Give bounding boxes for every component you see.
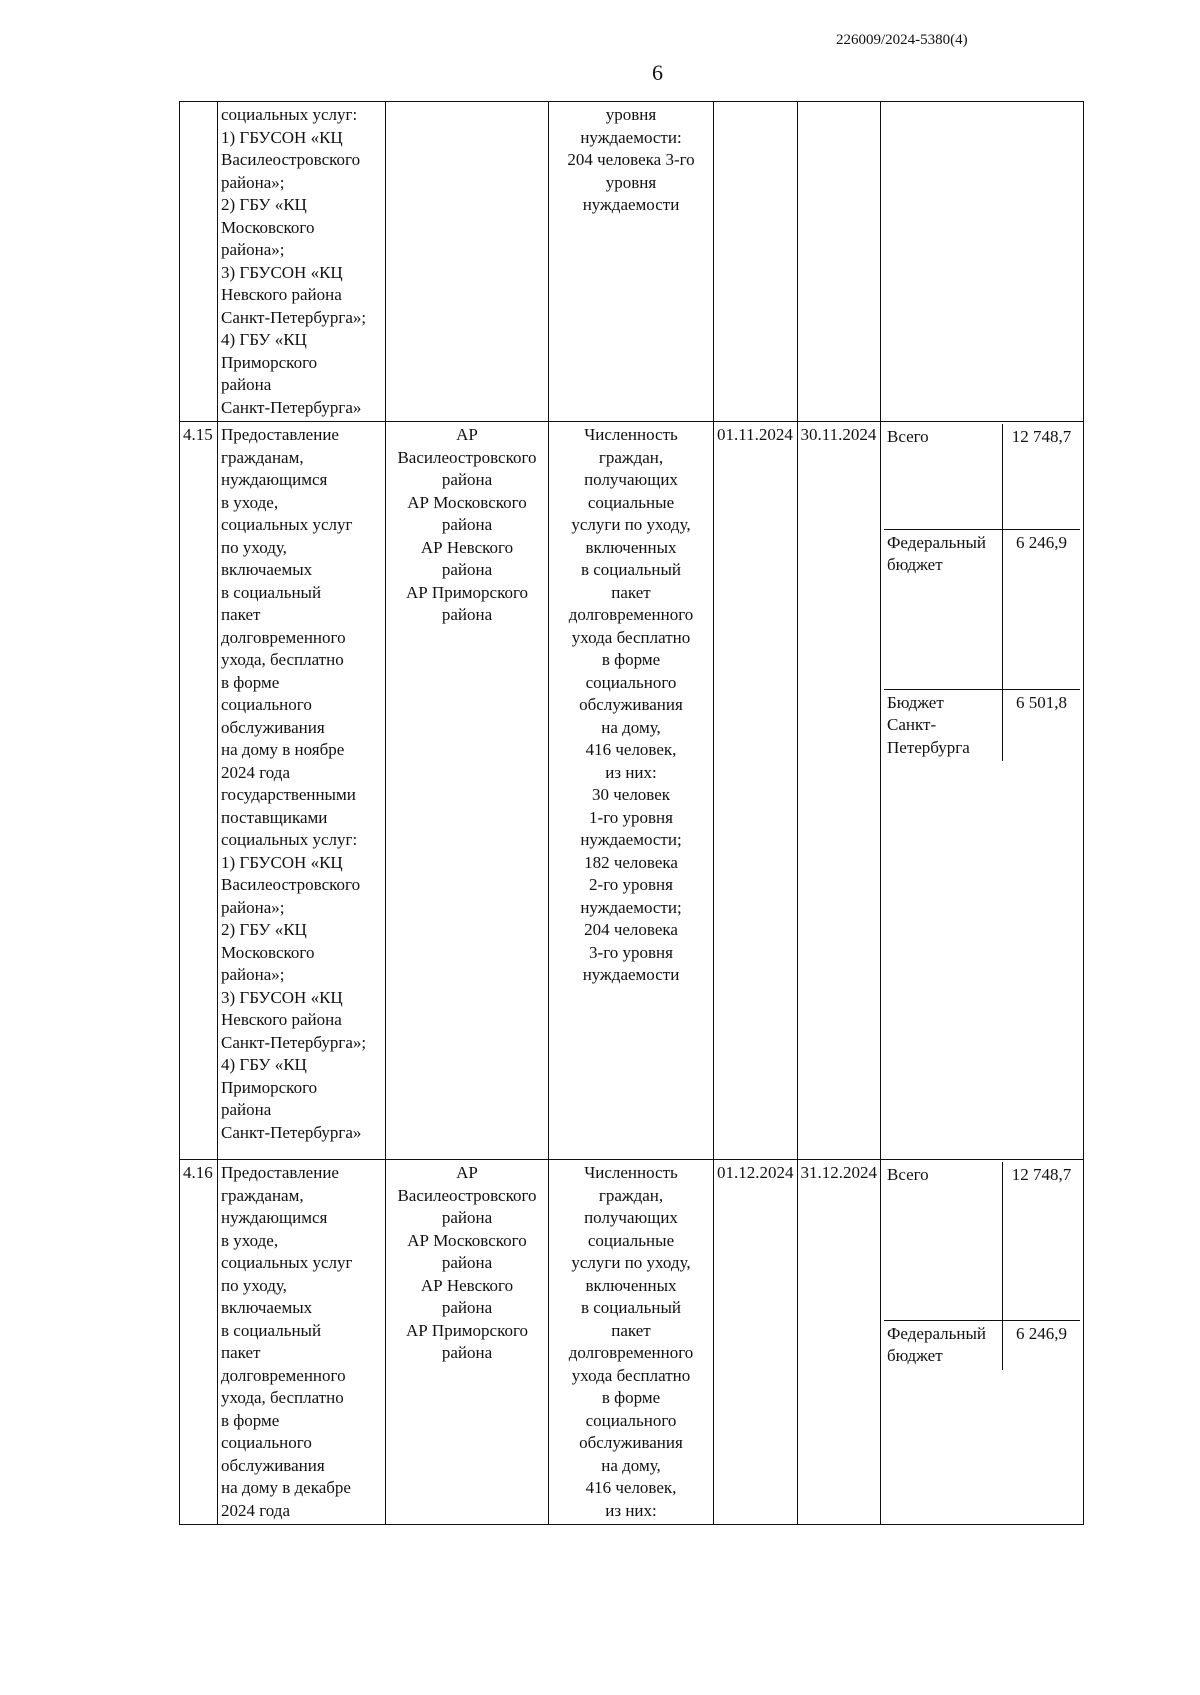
text-line: нуждаемости; [580,830,682,849]
text-line: социального [221,695,312,714]
text-line: услуги по уходу, [571,515,691,534]
text-line: 1-го уровня [589,807,673,827]
text-line: Приморского [221,1077,318,1097]
text-line: АР Невского [420,537,514,557]
text-line: бюджет [887,555,943,574]
text-line: 204 человека 3-го [567,150,695,169]
text-line: района»; [221,240,285,259]
row-number: 4.15 [180,422,218,1160]
text-line: в социальный [580,560,682,579]
text-line: нуждаемости: [580,127,682,147]
text-line: включаемых [221,1298,313,1317]
indicator [549,1160,714,1525]
finance-table [884,1162,1080,1370]
text-line: социальных услуг [221,515,353,534]
text-line: долговременного [221,1365,346,1385]
start-date: 01.12.2024 [714,1160,798,1525]
text-line: в форме [221,672,280,692]
row-number: 4.16 [180,1160,218,1525]
end-date: 30.11.2024 [797,422,881,1160]
text-line: Федеральный [887,532,986,552]
text-line: получающих [584,1208,678,1227]
text-line: в социальный [221,1320,322,1340]
finance-source [884,689,1003,761]
text-line: Численность [584,425,678,444]
text-line: ухода, бесплатно [221,1388,344,1407]
text-line: пакет [221,605,261,624]
text-line: получающих [584,470,678,489]
text-line: Предоставление [221,1163,339,1182]
text-line: на дому в ноябре [221,740,345,759]
text-line: Василеостровского [397,447,537,467]
text-line: 2) ГБУ «КЦ [221,195,307,214]
text-line: Предоставление [221,425,339,444]
finance-amount: 6 246,9 [1003,1320,1081,1370]
text-line: Невского района [221,285,342,304]
indicator [549,102,714,422]
end-date: 31.12.2024 [797,1160,881,1525]
text-line: 3) ГБУСОН «КЦ [221,262,343,282]
text-line: долговременного [568,605,694,624]
text-line: 3-го уровня [589,942,673,962]
page-number: 6 [652,60,663,85]
executor [386,102,549,422]
text-line: 3) ГБУСОН «КЦ [221,987,343,1007]
text-line: Федеральный [887,1323,986,1343]
text-line: ухода бесплатно [571,1365,691,1385]
end-date [797,102,881,422]
text-line: включенных [585,1275,677,1295]
text-line: нуждаемости [582,195,680,214]
text-line: из них: [605,1500,657,1520]
finance-source [884,424,1003,529]
text-line: 182 человека [584,852,678,872]
finance-cell [881,422,1084,1160]
text-line: в форме [221,1410,280,1430]
text-line: гражданам, [221,447,304,467]
text-line: нуждающимся [221,470,328,489]
text-line: социального [585,1410,677,1430]
text-line: 30 человек [591,785,671,804]
text-line: Василеостровского [221,875,361,894]
event-name [218,102,386,422]
text-line: района [441,515,493,534]
text-line: района [441,1208,493,1227]
text-line: 4) ГБУ «КЦ [221,1055,307,1074]
text-line: ухода, бесплатно [221,650,344,669]
text-line: Василеостровского [221,150,361,169]
text-line: в социальный [580,1298,682,1317]
executor [386,1160,549,1525]
text-line: Бюджет [887,692,944,712]
indicator [549,422,714,1160]
start-date [714,102,798,422]
text-line: Невского района [221,1010,342,1029]
text-line: нуждающимся [221,1208,328,1227]
text-line: района [441,1298,493,1317]
text-line: Санкт-Петербурга» [221,397,362,417]
text-line: уровня [605,172,657,192]
text-line: 416 человек, [585,740,677,759]
text-line: района»; [221,897,285,917]
finance-amount: 6 501,8 [1003,689,1081,761]
text-line: бюджет [887,1346,943,1365]
text-line: социального [585,672,677,692]
text-line: района [441,1253,493,1272]
text-line: граждан, [598,447,664,467]
text-line: 2024 года [221,1500,291,1520]
event-name [218,422,386,1160]
finance-source [884,529,1003,689]
text-line: 4) ГБУ «КЦ [221,330,307,349]
text-line: 1) ГБУСОН «КЦ [221,127,343,147]
text-line: на дому в декабре [221,1478,351,1497]
text-line: уровня [605,105,657,124]
text-line: Московского [221,942,315,962]
text-line: обслуживания [579,695,683,714]
text-line: по уходу, [221,537,287,557]
text-line: района [221,375,272,394]
text-line: обслуживания [579,1433,683,1452]
finance-amount: 6 246,9 [1003,529,1081,689]
text-line: долговременного [568,1343,694,1362]
finance-amount: 12 748,7 [1003,424,1081,529]
text-line: 2) ГБУ «КЦ [221,920,307,939]
text-line: Санкт-Петербурга»; [221,307,367,327]
text-line: Петербурга [887,737,970,757]
text-line: района [441,560,493,579]
text-line: Василеостровского [397,1185,537,1205]
finance-cell [881,1160,1084,1525]
text-line: района [441,605,493,624]
text-line: услуги по уходу, [571,1253,691,1272]
text-line: 2024 года [221,762,291,782]
event-name [218,1160,386,1525]
text-line: Численность [584,1163,678,1182]
text-line: 416 человек, [585,1478,677,1497]
text-line: гражданам, [221,1185,304,1205]
finance-source [884,1162,1003,1320]
text-line: Приморского [221,352,318,372]
text-line: по уходу, [221,1275,287,1295]
table-row [180,1160,1084,1525]
table-row [180,102,1084,422]
text-line: АР Невского [420,1275,514,1295]
text-line: 1) ГБУСОН «КЦ [221,852,343,872]
text-line: социальных услуг: [221,105,358,124]
finance-source [884,1320,1003,1370]
text-line: Санкт-Петербурга»; [221,1032,367,1052]
text-line: Всего [887,427,929,446]
text-line: в форме [601,650,661,669]
text-line: социальных услуг [221,1253,353,1272]
text-line: обслуживания [221,717,325,737]
document-number: 226009/2024-5380(4) [836,32,968,48]
text-line: социальные [587,492,675,512]
text-line: включенных [585,537,677,557]
text-line: района»; [221,172,285,192]
start-date: 01.11.2024 [714,422,798,1160]
text-line: в форме [601,1388,661,1407]
text-line: пакет [611,582,651,602]
text-line: в уходе, [221,1230,279,1250]
text-line: обслуживания [221,1455,325,1475]
text-line: государственными [221,785,356,804]
text-line: АР Московского [407,1230,527,1250]
text-line: поставщиками [221,807,328,827]
text-line: Санкт- [887,715,937,734]
text-line: пакет [221,1343,261,1362]
finance-table [884,424,1080,761]
text-line: нуждаемости [582,965,680,984]
text-line: АР Приморского [405,1320,529,1340]
text-line: ухода бесплатно [571,627,691,647]
text-line: 2-го уровня [589,875,673,894]
text-line: района [441,1343,493,1362]
text-line: Санкт-Петербурга» [221,1122,362,1142]
executor [386,422,549,1160]
text-line: социального [221,1433,312,1452]
text-line: в социальный [221,582,322,602]
row-number [180,102,218,422]
text-line: АР [456,425,478,444]
plan-table [179,101,1084,1525]
text-line: Московского [221,217,315,237]
text-line: пакет [611,1320,651,1340]
text-line: на дому, [601,717,661,737]
text-line: 204 человека [584,920,678,939]
text-line: в уходе, [221,492,279,512]
text-line: района [221,1100,272,1119]
text-line: нуждаемости; [580,897,682,917]
text-line: Всего [887,1165,929,1184]
text-line: района»; [221,965,285,984]
text-line: АР [456,1163,478,1182]
text-line: из них: [605,762,657,782]
finance-amount: 12 748,7 [1003,1162,1081,1320]
text-line: социальные [587,1230,675,1250]
text-line: на дому, [601,1455,661,1475]
text-line: АР Московского [407,492,527,512]
text-line: АР Приморского [405,582,529,602]
text-line: включаемых [221,560,313,579]
text-line: района [441,470,493,489]
text-line: граждан, [598,1185,664,1205]
table-row [180,422,1084,1160]
finance-cell [881,102,1084,422]
text-line: социальных услуг: [221,830,358,849]
text-line: долговременного [221,627,346,647]
